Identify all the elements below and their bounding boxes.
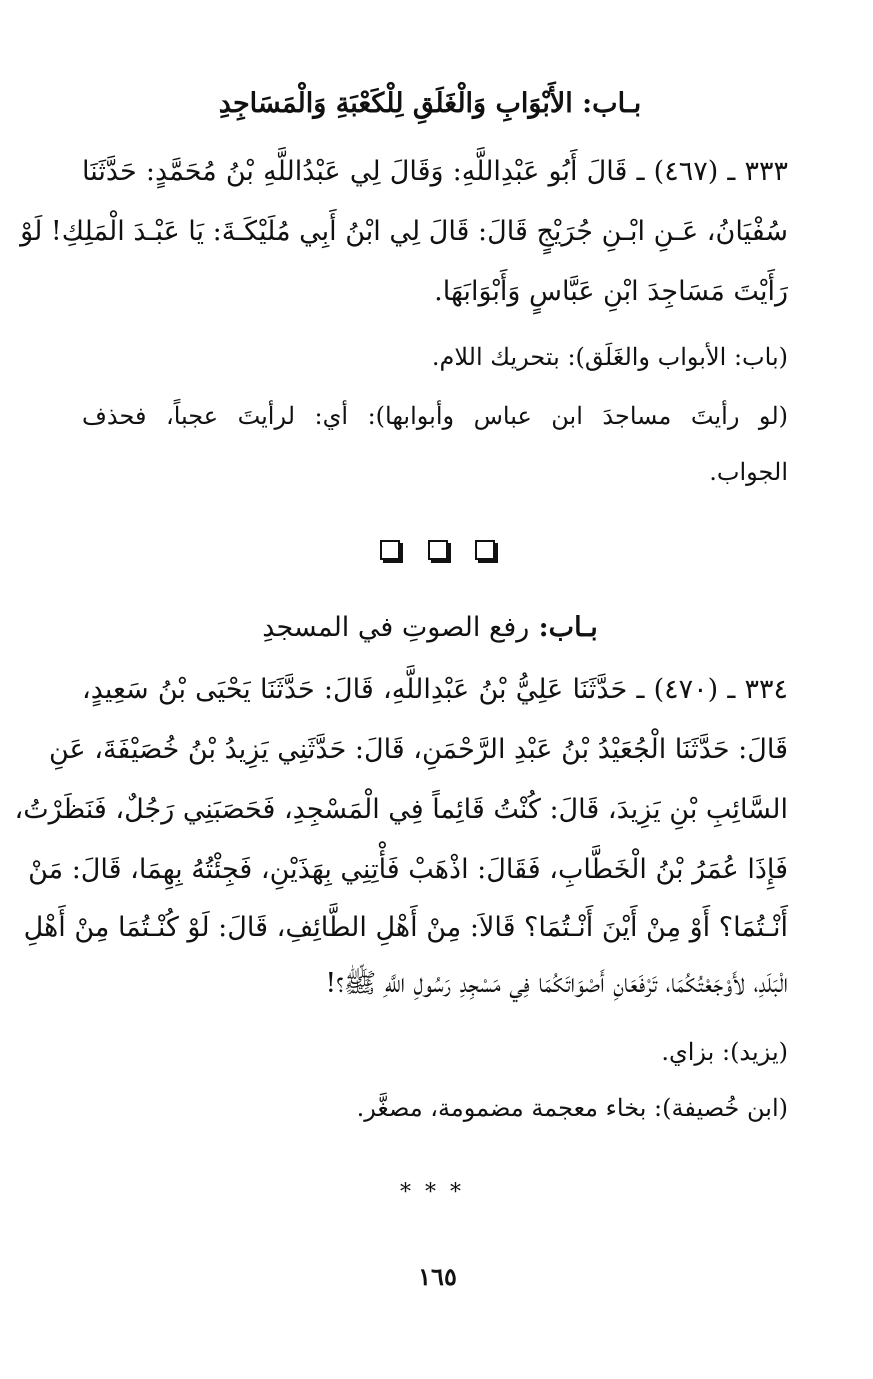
section1-note-3: الجواب. [709,458,788,486]
separator-square-icon [475,540,495,560]
section1-note-1: (باب: الأبواب والغَلَق): بتحريك اللام. [431,343,788,371]
section1-title: الأَبْوَابِ وَالْغَلَقِ لِلْكَعْبَةِ وَالْمَسَاجِدِ [218,88,573,119]
section2-hadith-line-6: الْبَلَدِ، لأَوْجَعْتُكُمَا، تَرْفَعَانِ أَصْوَاتَكُمَا فِي مَسْجِدِ رَسُولِ اللَّهِ ﷺ؟! [325,968,788,999]
section2-hadith-line-5: أَنْـتُمَا؟ أَوْ مِنْ أَيْنَ أَنْـتُمَا؟ قَالاَ: مِنْ أَهْلِ الطَّائِفِ، قَالَ: لَوْ كُنْـتُمَا مِنْ أَهْلِ [23,912,788,943]
separator-square-icon [380,540,400,560]
stars-divider: *** [400,1180,475,1205]
section2-hadith-line-3: السَّائِبِ بْنِ يَزِيدَ، قَالَ: كُنْتُ قَائِماً فِي الْمَسْجِدِ، فَحَصَبَنِي رَجُلٌ، فَنَظَرْتُ، [14,794,788,825]
section-separator [380,540,495,564]
section1-heading [60,88,800,119]
page-number: ١٦٥ [418,1262,457,1291]
section1-bab-label: بـاب [592,88,642,119]
section1-hadith-line-3: رَأَيْتَ مَسَاجِدَ ابْنِ عَبَّاسٍ وَأَبْوَابَهَا. [434,276,788,307]
section2-bab-label: بـاب [548,612,598,643]
section2-note-2: (ابن خُصيفة): بخاء معجمة مضمومة، مصغَّر. [356,1094,788,1122]
section2-hadith-line-4: فَإِذَا عُمَرُ بْنُ الْخَطَّابِ، فَقَالَ: اذْهَبْ فَأْتِنِي بِهَذَيْنِ، فَجِئْتُهُ بِهِمَا، قَالَ: مَنْ [28,854,788,885]
section2-hadith-line-1: ٣٣٤ ـ (٤٧٠) ـ حَدَّثَنَا عَلِيُّ بْنُ عَبْدِاللَّهِ، قَالَ: حَدَّثَنَا يَحْيَى بْنُ سَعِيدٍ، [82,674,789,705]
section1-note-2: (لو رأيتَ مساجدَ ابن عباس وأبوابها): أي: لرأيتَ عجباً، فحذف [82,402,788,430]
section2-heading [60,612,800,643]
heading-colon: : [572,88,593,119]
section2-title: رفع الصوتِ في المسجدِ [262,612,530,643]
section1-hadith-line-1: ٣٣٣ ـ (٤٦٧) ـ قَالَ أَبُو عَبْدِاللَّهِ: وَقَالَ لِي عَبْدُاللَّهِ بْنُ مُحَمَّدٍ: حَدَّثَنَا [82,156,788,187]
section2-note-1: (يزيد): بزاي. [661,1038,788,1066]
heading-colon: : [529,612,549,643]
section1-hadith-line-2: سُفْيَانُ، عَـنِ ابْـنِ جُرَيْجٍ قَالَ: قَالَ لِي ابْنُ أَبِي مُلَيْكَـةَ: يَا عَبْـدَ الْمَلِكِ! لَوْ [20,216,788,247]
separator-square-icon [428,540,448,560]
section2-hadith-line-2: قَالَ: حَدَّثَنَا الْجُعَيْدُ بْنُ عَبْدِ الرَّحْمَنِ، قَالَ: حَدَّثَنِي يَزِيدُ بْنُ خُصَيْفَةَ، عَنِ [48,734,788,765]
